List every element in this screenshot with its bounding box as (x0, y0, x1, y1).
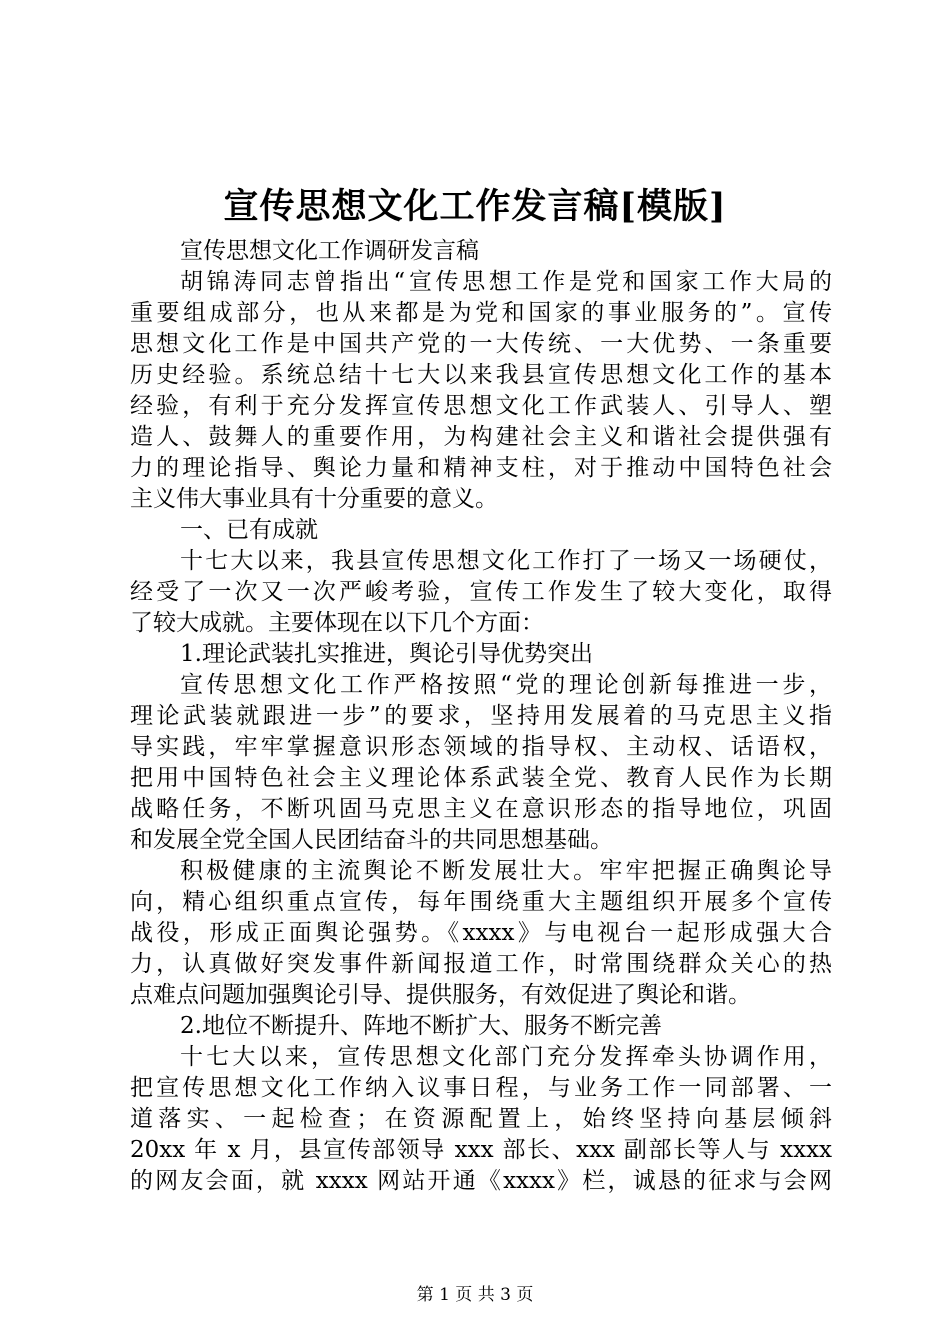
text-line: 了较大成就。主要体现在以下几个方面： (130, 610, 544, 636)
text-line: 力，认真做好突发事件新闻报道工作，时常围绕群众关心的热 (130, 951, 832, 977)
text-line: 经受了一次又一次严峻考验，宣传工作发生了较大变化，取得 (130, 579, 832, 605)
text-line: 的网友会面，就 xxxx 网站开通《xxxx》栏，诚恳的征求与会网 (130, 1168, 832, 1194)
text-line: 2.地位不断提升、阵地不断扩大、服务不断完善 (180, 1013, 662, 1039)
text-line: 胡锦涛同志曾指出“宣传思想工作是党和国家工作大局的 (180, 269, 832, 295)
text-line: 点难点问题加强舆论引导、提供服务，有效促进了舆论和谐。 (130, 982, 751, 1008)
text-line: 重要组成部分，也从来都是为党和国家的事业服务的”。宣传 (130, 300, 832, 326)
text-line: 1.理论武装扎实推进，舆论引导优势突出 (180, 641, 593, 667)
text-line: 造人、鼓舞人的重要作用，为构建社会主义和谐社会提供强有 (130, 424, 832, 450)
text-line: 十七大以来，宣传思想文化部门充分发挥牵头协调作用， (180, 1044, 832, 1070)
text-line: 思想文化工作是中国共产党的一大传统、一大优势、一条重要 (130, 331, 832, 357)
text-line: 战役，形成正面舆论强势。《xxxx》与电视台一起形成强大合 (130, 920, 832, 946)
document-body (130, 236, 832, 1197)
text-line: 力的理论指导、舆论力量和精神支柱，对于推动中国特色社会 (130, 455, 832, 481)
text-line: 主义伟大事业具有十分重要的意义。 (130, 486, 498, 512)
text-line: 历史经验。系统总结十七大以来我县宣传思想文化工作的基本 (130, 362, 832, 388)
document-title: 宣传思想文化工作发言稿[模版] (223, 186, 727, 227)
text-line: 宣传思想文化工作严格按照“党的理论创新每推进一步， (180, 672, 832, 698)
text-line: 战略任务，不断巩固马克思主义在意识形态的指导地位，巩固 (130, 796, 832, 822)
text-line: 经验，有利于充分发挥宣传思想文化工作武装人、引导人、塑 (130, 393, 832, 419)
text-line: 道落实、一起检查；在资源配置上，始终坚持向基层倾斜 (130, 1106, 832, 1132)
text-line: 向，精心组织重点宣传，每年围绕重大主题组织开展多个宣传 (130, 889, 832, 915)
text-line: 把宣传思想文化工作纳入议事日程，与业务工作一同部署、一 (130, 1075, 832, 1101)
text-line: 十七大以来，我县宣传思想文化工作打了一场又一场硬仗， (180, 548, 832, 574)
page-footer: 第 1 页 共 3 页 (416, 1285, 534, 1305)
text-line: 导实践，牢牢掌握意识形态领域的指导权、主动权、话语权， (130, 734, 832, 760)
text-line: 宣传思想文化工作调研发言稿 (180, 238, 479, 264)
text-line: 积极健康的主流舆论不断发展壮大。牢牢把握正确舆论导 (180, 858, 832, 884)
text-line: 一、已有成就 (180, 517, 318, 543)
text-line: 和发展全党全国人民团结奋斗的共同思想基础。 (130, 827, 613, 853)
text-line: 理论武装就跟进一步”的要求，坚持用发展着的马克思主义指 (130, 703, 832, 729)
text-line: 20xx 年 x 月，县宣传部领导 xxx 部长、xxx 副部长等人与 xxxx (130, 1137, 832, 1163)
text-line: 把用中国特色社会主义理论体系武装全党、教育人民作为长期 (130, 765, 832, 791)
